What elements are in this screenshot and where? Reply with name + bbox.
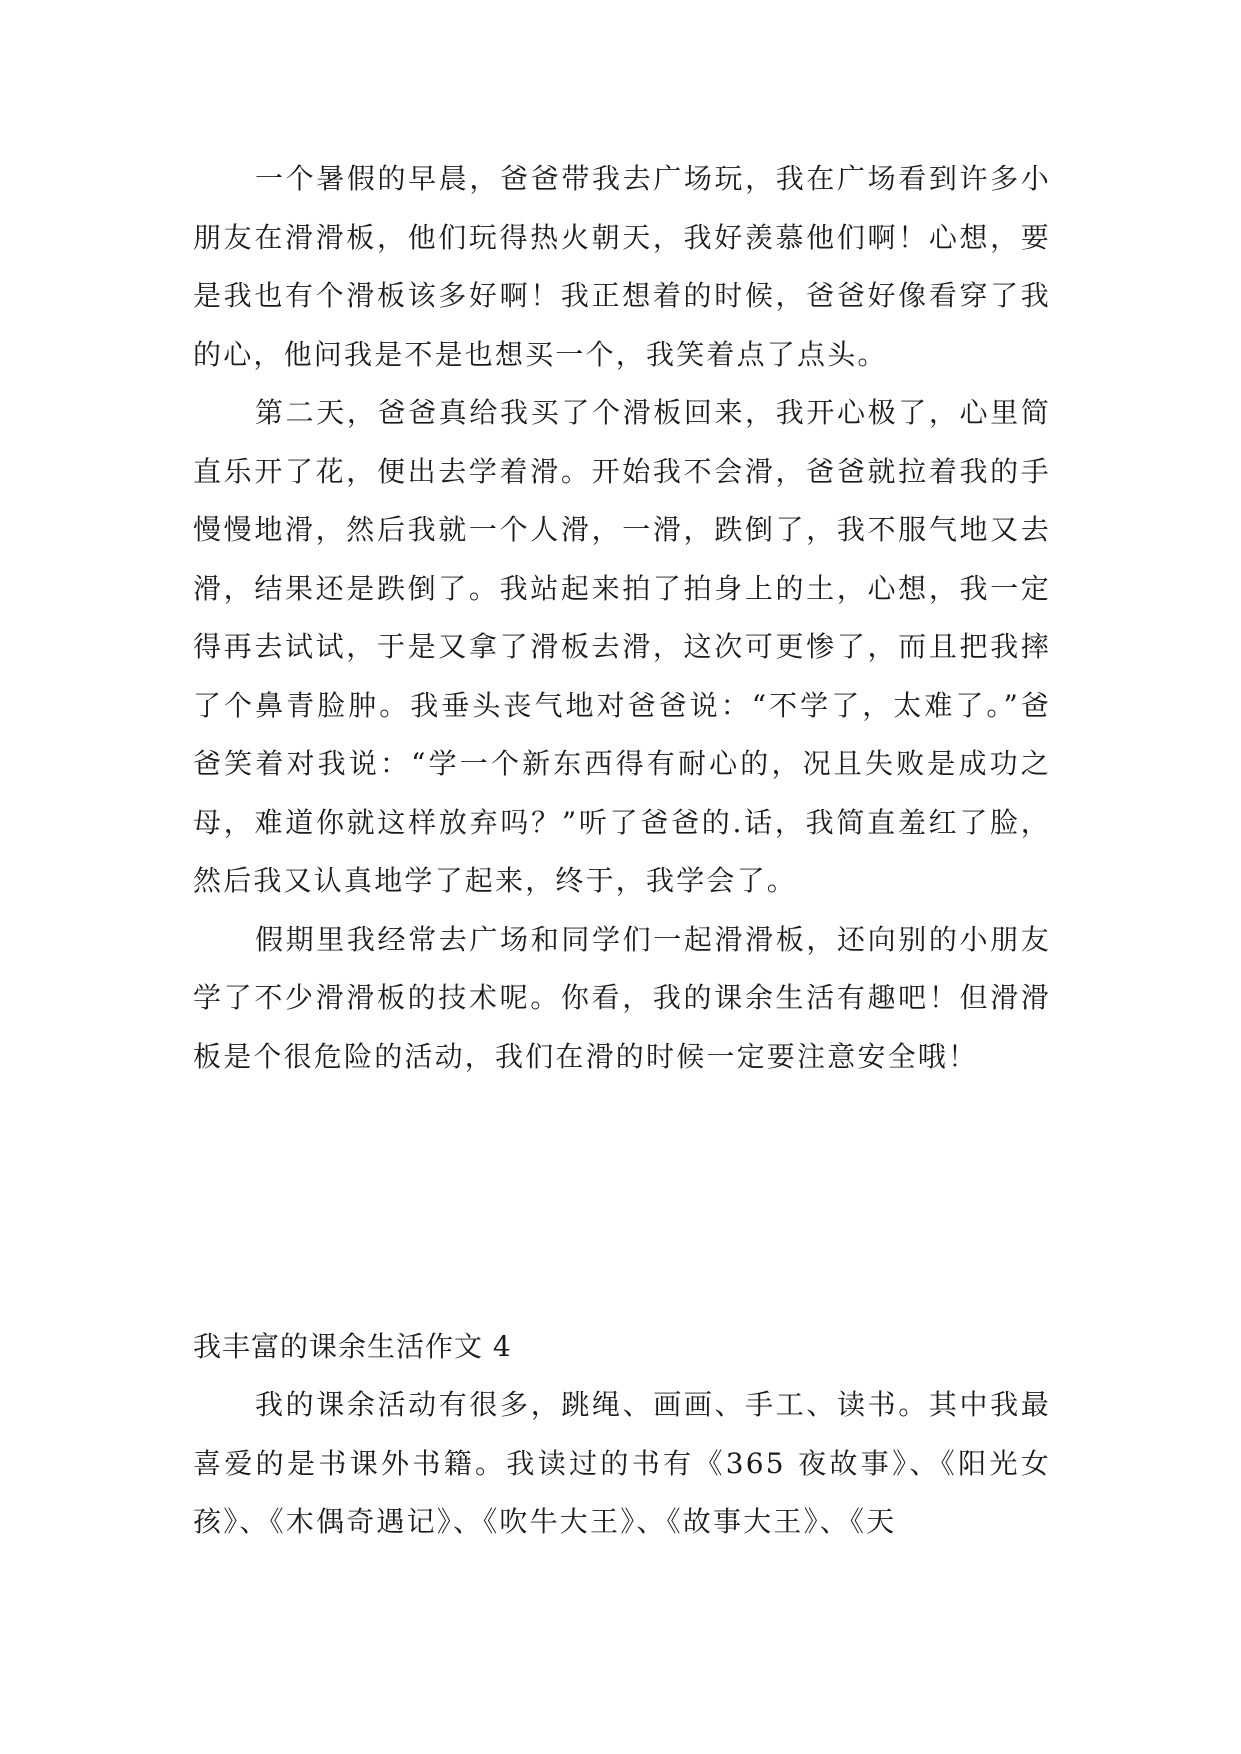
paragraph-extracurricular-reading: 我的课余活动有很多，跳绳、画画、手工、读书。其中我最喜爱的是书课外书籍。我读过的书有《365 夜故事》、《阳光女孩》、《木偶奇遇记》、《吹牛大王》、《故事大王》、《天 — [193, 1388, 1051, 1538]
essay-section-2 — [193, 1376, 1051, 1552]
essay-section-1 — [193, 150, 1051, 1086]
paragraph-learning-skateboard: 第二天，爸爸真给我买了个滑板回来，我开心极了，心里简直乐开了花，便出去学着滑。开始我不会滑，爸爸就拉着我的手慢慢地滑，然后我就一个人滑，一滑，跌倒了，我不服气地又去滑，结果还是跌倒了。我站起来拍了拍身上的土，心想，我一定得再去试试，于是又拿了滑板去滑，这次可更惨了，而且把我摔了个鼻青脸肿。我垂头丧气地对爸爸说：“不学了，太难了。”爸爸笑着对我说：“学一个新东西得有耐心的，况且失败是成功之母，难道你就这样放弃吗？”听了爸爸的.话，我简直羞红了脸，然后我又认真地学了起来，终于，我学会了。 — [193, 396, 1051, 897]
paragraph-holiday-skateboarding: 假期里我经常去广场和同学们一起滑滑板，还向别的小朋友学了不少滑滑板的技术呢。你看，我的课余生活有趣吧！但滑滑板是个很危险的活动，我们在滑的时候一定要注意安全哦！ — [193, 922, 1051, 1073]
essay-heading: 我丰富的课余生活作文 4 — [193, 1330, 512, 1363]
paragraph-morning-square: 一个暑假的早晨，爸爸带我去广场玩，我在广场看到许多小朋友在滑滑板，他们玩得热火朝天，我好羡慕他们啊！心想，要是我也有个滑板该多好啊！我正想着的时候，爸爸好像看穿了我的心，他问我是不是也想买一个，我笑着点了点头。 — [193, 162, 1051, 371]
